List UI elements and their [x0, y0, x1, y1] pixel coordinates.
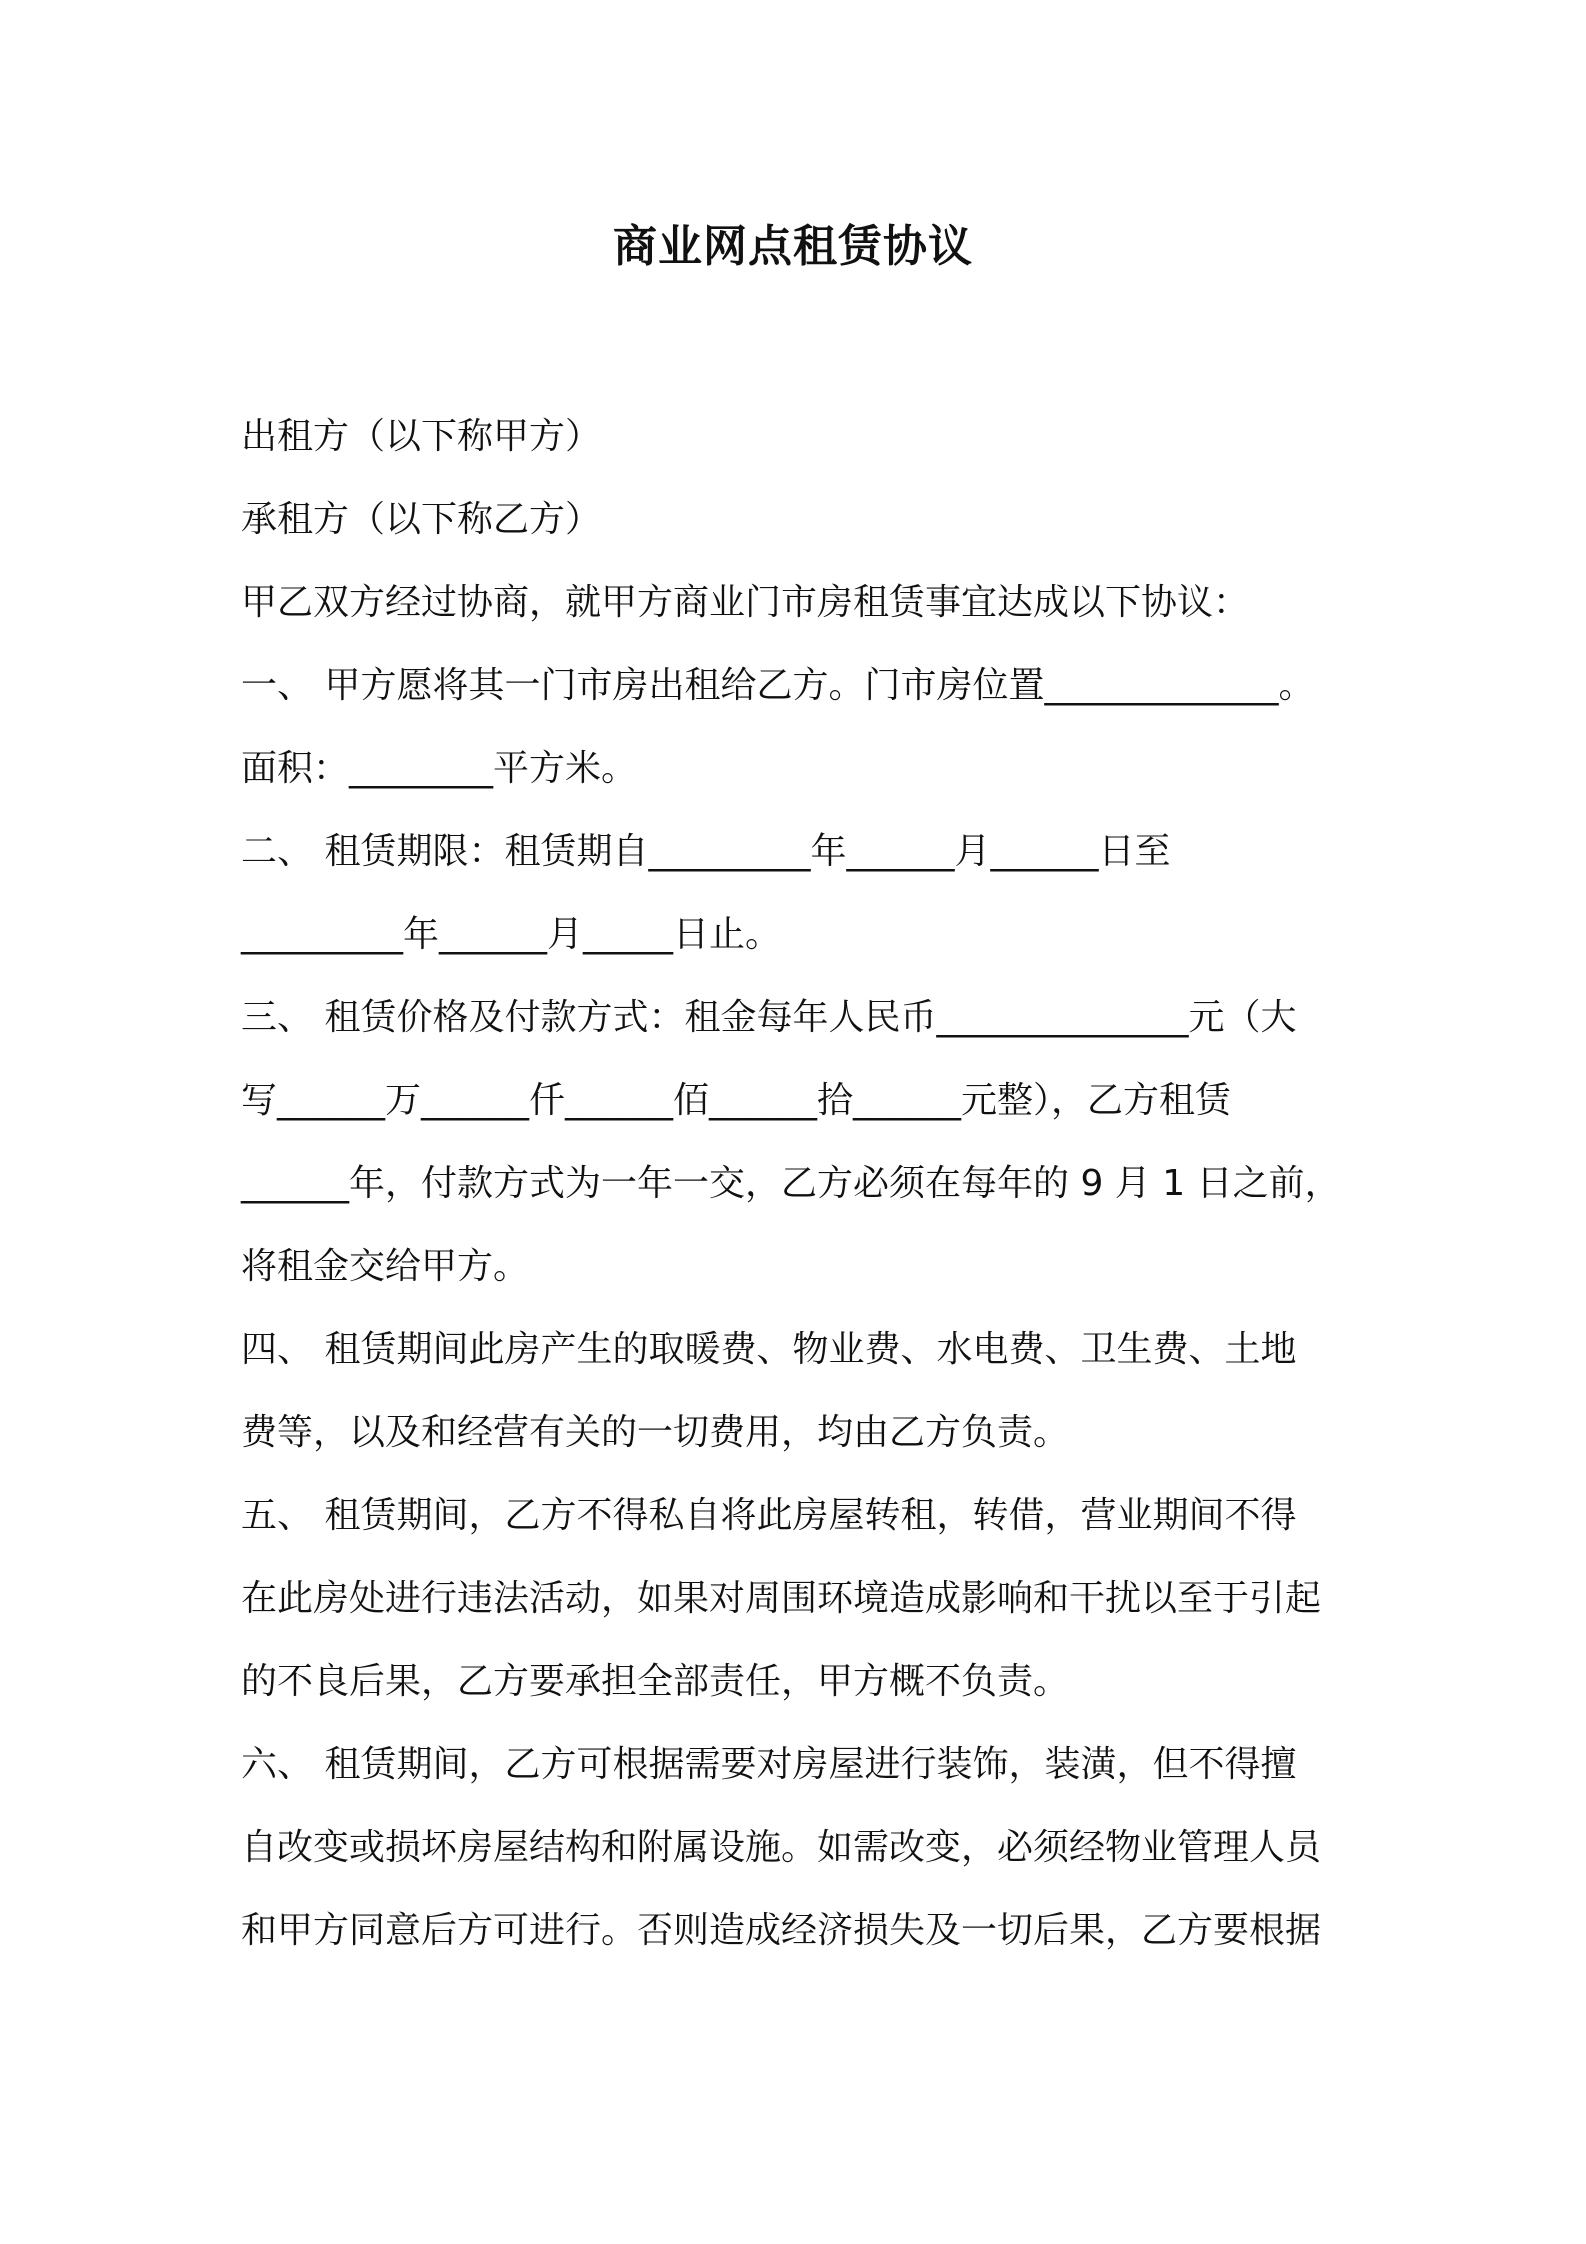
clause-2-line-2: _________年______月_____日止。	[241, 914, 782, 955]
party-lessor-line: 出租方（以下称甲方）	[241, 416, 602, 457]
clause-6-line-2: 自改变或损坏房屋结构和附属设施。如需改变，必须经物业管理人员	[241, 1827, 1322, 1868]
clause-4-line-1: 四、 租赁期间此房产生的取暖费、物业费、水电费、卫生费、土地	[241, 1329, 1297, 1370]
clause-3-line-1: 三、 租赁价格及付款方式：租金每年人民币______________元（大	[241, 997, 1297, 1038]
clause-6-line-1: 六、 租赁期间，乙方可根据需要对房屋进行装饰，装潢，但不得擅	[241, 1744, 1297, 1785]
party-lessee-line: 承租方（以下称乙方）	[241, 499, 602, 540]
clause-3-line-2: 写______万______仟______佰______拾______元整），乙方租赁	[241, 1080, 1232, 1121]
clause-1-line-1: 一、 甲方愿将其一门市房出租给乙方。门市房位置_____________。	[241, 665, 1315, 706]
clause-4-line-2: 费等，以及和经营有关的一切费用，均由乙方负责。	[241, 1412, 1070, 1453]
agreement-intro-line: 甲乙双方经过协商，就甲方商业门市房租赁事宜达成以下协议：	[241, 582, 1250, 623]
clause-5-line-3: 的不良后果，乙方要承担全部责任，甲方概不负责。	[241, 1661, 1070, 1702]
clause-3-line-3: ______年，付款方式为一年一交，乙方必须在每年的 9 月 1 日之前，	[241, 1163, 1341, 1204]
clause-5-line-2: 在此房处进行违法活动，如果对周围环境造成影响和干扰以至于引起	[241, 1578, 1322, 1619]
clause-2-line-1: 二、 租赁期限：租赁期自_________年______月______日至	[241, 831, 1171, 872]
clause-1-line-2: 面积：________平方米。	[241, 748, 638, 789]
clause-6-line-3: 和甲方同意后方可进行。否则造成经济损失及一切后果，乙方要根据	[241, 1910, 1322, 1951]
clause-5-line-1: 五、 租赁期间，乙方不得私自将此房屋转租，转借，营业期间不得	[241, 1495, 1297, 1536]
document-title: 商业网点租赁协议	[613, 221, 973, 272]
clause-3-line-4: 将租金交给甲方。	[241, 1246, 530, 1287]
